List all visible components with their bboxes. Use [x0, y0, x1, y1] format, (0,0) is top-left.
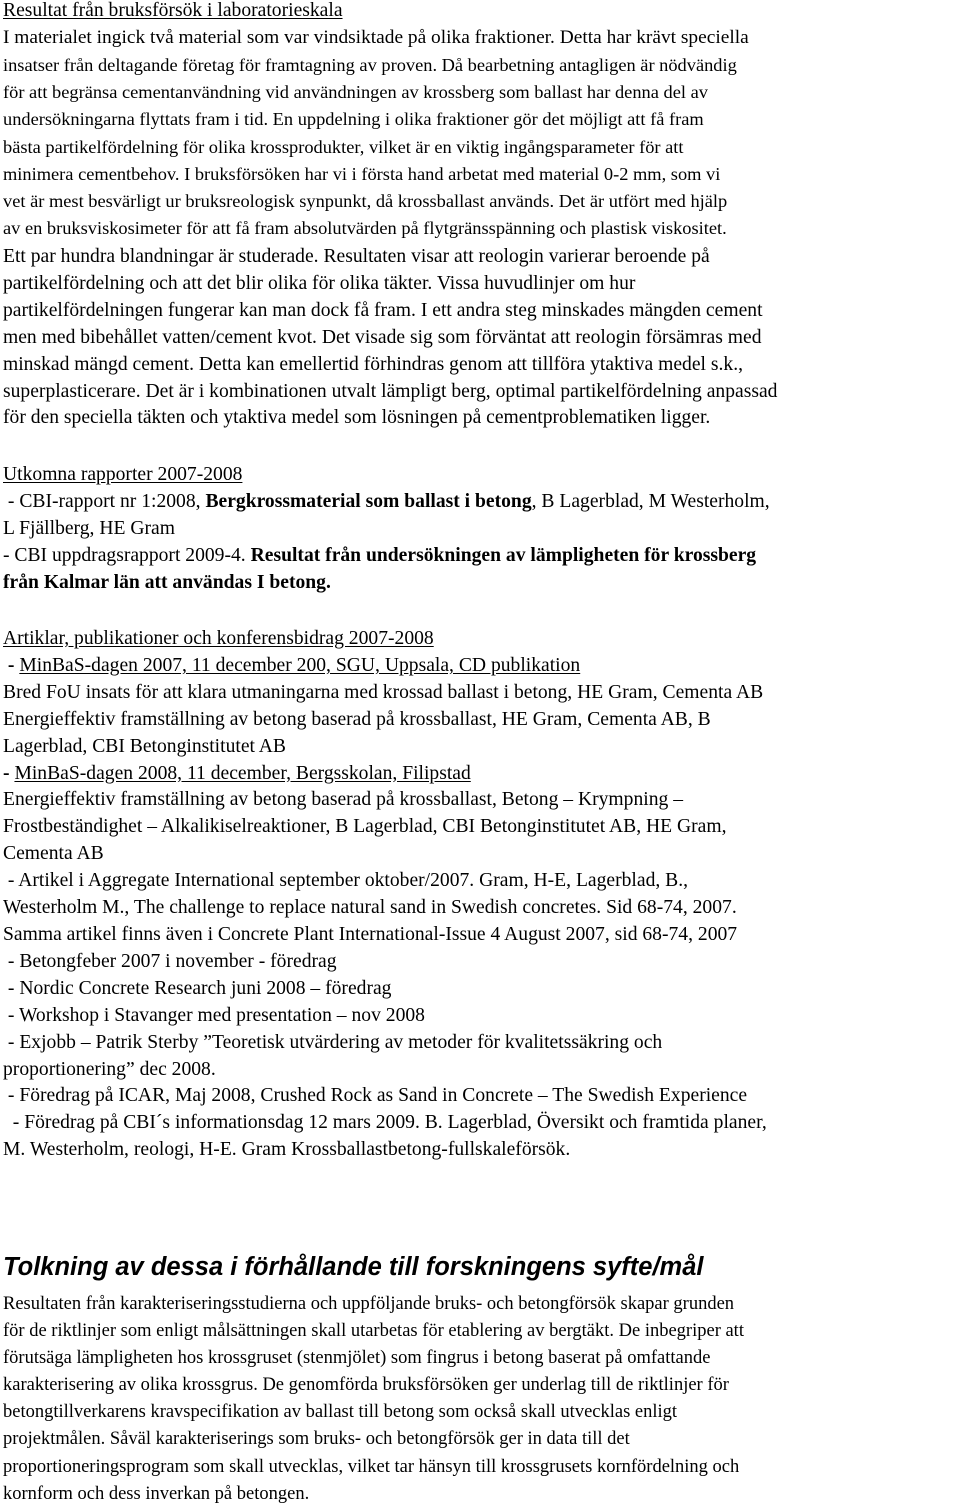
paragraph-line: för de riktlinjer som enligt målsättningen skall utarbetas för etablering av bergtäkt. De inbegriper att: [3, 1321, 744, 1342]
interpretation-heading: Tolkning av dessa i förhållande till forskningens syfte/mål: [3, 1253, 704, 1281]
article-line: - Betongfeber 2007 i november - föredrag: [3, 950, 337, 972]
article-line: Cementa AB: [3, 843, 104, 865]
article-line: Energieffektiv framställning av betong baserad på krossballast, Betong – Krympning –: [3, 789, 684, 811]
article-line: - Exjobb – Patrik Sterby ”Teoretisk utvärdering av metoder för kvalitetssäkring och: [3, 1031, 663, 1053]
report-item: [3, 543, 955, 570]
article-line: - Workshop i Stavanger med presentation – nov 2008: [3, 1004, 425, 1026]
paragraph-line: partikelfördelning och att det blir olika för olika täkter. Vissa huvudlinjer om hur: [3, 272, 636, 294]
paragraph-line: för att begränsa cementanvändning vid användningen av krossberg som ballast har denna del av: [3, 82, 708, 103]
article-line: Lagerblad, CBI Betonginstitutet AB: [3, 735, 286, 757]
paragraph-line: bästa partikelfördelning för olika krossprodukter, vilket är en viktig ingångsparameter för att: [3, 136, 684, 157]
paragraph-line: förutsäga lämpligheten hos krossgruset (stenmjölet) som fingrus i betong baserat på omfattande: [3, 1348, 711, 1369]
paragraph-line: insatser från deltagande företag för framtagning av proven. Då bearbetning antagligen är nödvändig: [3, 55, 737, 75]
paragraph-line: projektmålen. Såväl karakteriserings som bruks- och betongförsök ger in data till det: [3, 1429, 630, 1450]
paragraph-line: för den speciella täkten och ytaktiva medel som lösningen på cementproblematiken ligger.: [3, 407, 711, 429]
lab-results-title: Resultat från bruksförsök i laboratorieskala: [3, 0, 343, 21]
article-line: Frostbeständighet – Alkalikiselreaktioner, B Lagerblad, CBI Betonginstitutet AB, HE Gram,: [3, 816, 727, 838]
event-dash: -: [3, 654, 20, 676]
article-line: Samma artikel finns även i Concrete Plant International-Issue 4 August 2007, sid 68-74, 2007: [3, 923, 738, 945]
paragraph-line: av en bruksviskosimeter för att få fram absolutvärden på flytgränsspänning och plastisk viskositet.: [3, 218, 727, 239]
event-title-link[interactable]: MinBaS-dagen 2007, 11 december 200, SGU, Uppsala, CD publikation: [19, 654, 581, 676]
articles-section: [3, 626, 955, 1164]
paragraph-line: undersökningarna flyttats fram i tid. En uppdelning i olika fraktioner gör det möjligt att få fram: [3, 109, 704, 130]
reports-title: Utkomna rapporter 2007-2008: [3, 464, 243, 485]
paragraph-line: karakterisering av olika krossgrus. De genomförda bruksförsöken ger underlag till de riktlinjer för: [3, 1375, 729, 1396]
report-authors-cont: L Fjällberg, HE Gram: [3, 517, 175, 539]
paragraph-line: proportioneringsprogram som skall utvecklas, vilket tar hänsyn till krossgrusets kornfördelning och: [3, 1456, 740, 1477]
lab-results-paragraph-cont: [3, 244, 955, 432]
paragraph-line: Resultaten från karakteriseringsstudierna och uppföljande bruks- och betongförsök skapar grunden: [3, 1294, 735, 1314]
article-line: proportionering” dec 2008.: [3, 1058, 216, 1080]
paragraph-line: minimera cementbehov. I bruksförsöken har vi i första hand arbetat med material 0-2 mm, som vi: [3, 163, 721, 184]
event-dash: -: [3, 762, 15, 784]
paragraph-line: vet är mest besvärligt ur bruksreologisk synpunkt, då krossballast används. Det är utfört med hjälp: [3, 191, 728, 212]
article-line: Energieffektiv framställning av betong baserad på krossballast, HE Gram, Cementa AB, B: [3, 708, 711, 730]
article-line: Bred FoU insats för att klara utmaningarna med krossad ballast i betong, HE Gram, Cementa AB: [3, 681, 764, 703]
report-title-cont: från Kalmar län att användas I betong.: [3, 571, 331, 593]
article-line: Westerholm M., The challenge to replace natural sand in Swedish concretes. Sid 68-74, 2007.: [3, 897, 737, 919]
paragraph-line: superplasticerare. Det är i kombinationen utvalt lämpligt berg, optimal partikelfördelning anpassad: [3, 380, 778, 402]
paragraph-line: Ett par hundra blandningar är studerade. Resultaten visar att reologin varierar beroende på: [3, 246, 710, 267]
article-line: - Nordic Concrete Research juni 2008 – föredrag: [3, 977, 392, 999]
paragraph-line: I materialet ingick två material som var vindsiktade på olika fraktioner. Detta har krävt speciella: [3, 26, 749, 48]
event-item: [3, 761, 955, 788]
report-prefix: - CBI uppdragsrapport 2009-4.: [3, 544, 251, 566]
article-line: M. Westerholm, reologi, H-E. Gram Krossballastbetong-fullskaleförsök.: [3, 1139, 571, 1161]
paragraph-line: minskad mängd cement. Detta kan emellertid förhindras genom att tillföra ytaktiva medel s.k.,: [3, 353, 743, 375]
article-line: - Artikel i Aggregate International september oktober/2007. Gram, H-E, Lagerblad, B.,: [3, 870, 689, 892]
paragraph-line: partikelfördelningen fungerar kan man dock få fram. I ett andra steg minskades mängden cement: [3, 299, 763, 321]
articles-title: Artiklar, publikationer och konferensbidrag 2007-2008: [3, 628, 434, 649]
report-title: Bergkrossmaterial som ballast i betong: [205, 490, 532, 512]
article-line: - Föredrag på CBI´s informationsdag 12 mars 2009. B. Lagerblad, Översikt och framtida planer,: [3, 1112, 767, 1134]
event-title-link[interactable]: MinBaS-dagen 2008, 11 december, Bergsskolan, Filipstad: [14, 762, 471, 784]
event-item: [3, 653, 955, 680]
lab-results-paragraph: [3, 52, 955, 242]
report-item: [3, 489, 955, 516]
reports-section: [3, 462, 955, 597]
report-prefix: - CBI-rapport nr 1:2008,: [3, 490, 206, 512]
report-title: Resultat från undersökningen av lämpligheten för krossberg: [250, 544, 757, 566]
paragraph-line: men med bibehållet vatten/cement kvot. Det visade sig som förväntat att reologin försämras med: [3, 326, 762, 348]
paragraph-line: kornform och dess inverkan på betongen.: [3, 1483, 310, 1504]
paragraph-line: betongtillverkarens kravspecifikation av ballast till betong som också skall utvecklas enligt: [3, 1402, 678, 1423]
lab-results-section: [3, 0, 955, 52]
report-authors: , B Lagerblad, M Westerholm,: [531, 490, 770, 512]
interpretation-section: [3, 1252, 955, 1282]
interpretation-paragraph: [3, 1291, 955, 1508]
article-line: - Föredrag på ICAR, Maj 2008, Crushed Rock as Sand in Concrete – The Swedish Experience: [3, 1085, 748, 1107]
